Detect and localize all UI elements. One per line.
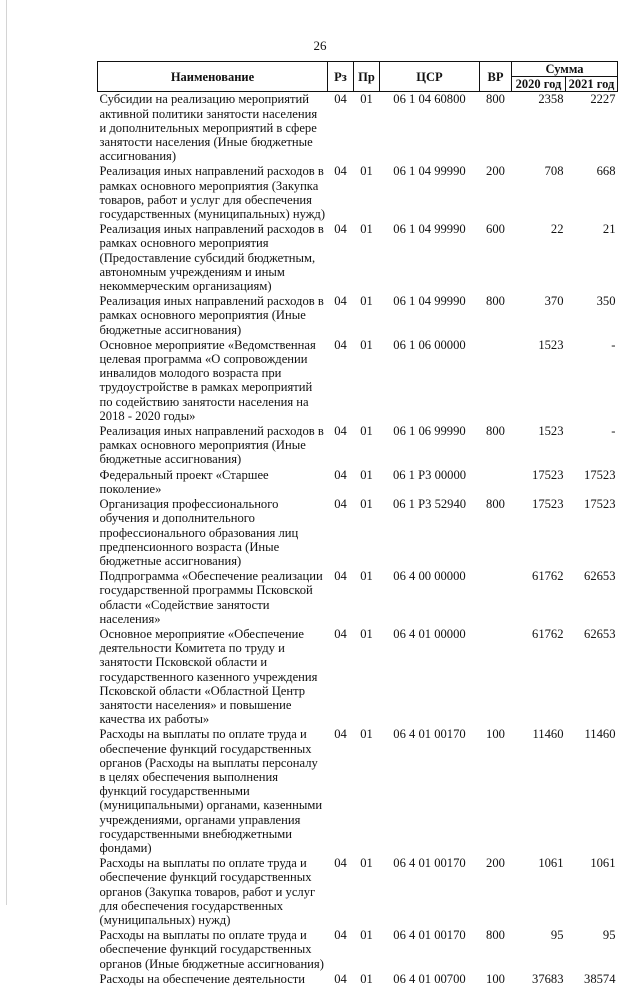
table-row [98, 856, 618, 928]
cell-y2020: 1523 [538, 337, 564, 352]
cell-name: Основное мероприятие «Обеспечение деятельности Комитета по труду и занятости Псковской области и государственного казенного учреждения Псковской области «Областной Центр занятости населения» и повышение качества их работы» [99, 626, 318, 727]
cell-csr: 06 1 06 00000 [393, 337, 466, 352]
cell-vr: 200 [486, 164, 505, 179]
header-csr: ЦСР [380, 62, 480, 92]
cell-y2021: 62653 [584, 569, 616, 584]
cell-name: Реализация иных направлений расходов в рамках основного мероприятия (Закупка товаров, работ и услуг для обеспечения государственных (муниципальных) нужд) [99, 164, 326, 222]
cell-rz: 04 [334, 971, 347, 986]
cell-name: Расходы на выплаты по оплате труда и обеспечение функций государственных органов (Иные бюджетные ассигнования) [99, 928, 324, 971]
header-year-2020: 2020 год [512, 77, 566, 92]
cell-vr: 100 [486, 971, 505, 986]
cell-rz: 04 [334, 424, 347, 439]
cell-csr: 06 4 00 00000 [393, 569, 466, 584]
cell-rz: 04 [334, 164, 347, 179]
cell-rz: 04 [334, 727, 347, 742]
cell-y2020: 1523 [538, 424, 564, 439]
cell-y2021: 17523 [584, 497, 616, 512]
table-row [98, 468, 618, 497]
cell-name: Расходы на выплаты по оплате труда и обеспечение функций государственных органов (Расходы на выплаты персоналу в целях обеспечения выполнения функций государственными (муниципальными) органами, казенными учреждениями, органами управления государственными внебюджетными фондами) [99, 727, 323, 855]
cell-csr: 06 4 01 00170 [393, 727, 466, 742]
table-row [98, 164, 618, 222]
cell-y2020: 2358 [538, 92, 564, 107]
cell-y2020: 370 [544, 294, 564, 309]
cell-rz: 04 [334, 497, 347, 512]
cell-csr: 06 1 04 99990 [393, 222, 466, 237]
cell-y2020: 95 [550, 928, 564, 943]
cell-y2021: 2227 [590, 92, 616, 107]
cell-y2021: 95 [602, 928, 616, 943]
cell-pr: 01 [360, 626, 373, 641]
cell-csr: 06 1 04 99990 [393, 164, 466, 179]
cell-y2021: 21 [602, 222, 616, 237]
cell-vr: 100 [486, 727, 505, 742]
cell-y2021: 62653 [584, 626, 616, 641]
cell-vr [480, 627, 512, 727]
table-row [98, 627, 618, 727]
cell-csr: 06 1 06 99990 [393, 424, 466, 439]
cell-y2020: 708 [544, 164, 564, 179]
table-row [98, 338, 618, 424]
table-row [98, 424, 618, 468]
cell-name: Реализация иных направлений расходов в рамках основного мероприятия (Предоставление субсидий бюджетным, автономным учреждениям и иным некоммерческим организациям) [99, 222, 324, 294]
cell-vr: 800 [486, 497, 505, 512]
cell-y2021: 17523 [584, 467, 616, 482]
cell-name: Расходы на обеспечение деятельности [99, 971, 306, 986]
cell-y2021: - [611, 424, 616, 439]
page-number: 26 [313, 38, 327, 53]
table-row [98, 222, 618, 294]
header-sum: Сумма [512, 62, 618, 77]
cell-csr: 06 4 01 00170 [393, 928, 466, 943]
cell-pr: 01 [360, 497, 373, 512]
table-body [98, 92, 618, 987]
cell-rz: 04 [334, 92, 347, 107]
cell-pr: 01 [360, 569, 373, 584]
cell-y2020: 61762 [532, 626, 564, 641]
cell-y2021: 1061 [590, 856, 616, 871]
table-row [98, 569, 618, 627]
cell-y2020: 17523 [532, 497, 564, 512]
cell-csr: 06 4 01 00000 [393, 626, 466, 641]
cell-y2021: 668 [596, 164, 616, 179]
header-rz: Рз [328, 62, 354, 92]
cell-y2021: - [611, 337, 616, 352]
cell-y2020: 17523 [532, 467, 564, 482]
cell-csr: 06 4 01 00170 [393, 856, 466, 871]
table-row [98, 727, 618, 856]
cell-pr: 01 [360, 727, 373, 742]
cell-pr: 01 [360, 424, 373, 439]
table-row [98, 294, 618, 338]
header-vr: ВР [480, 62, 512, 92]
cell-rz: 04 [334, 222, 347, 237]
header-pr: Пр [354, 62, 380, 92]
budget-table [97, 61, 618, 987]
cell-pr: 01 [360, 222, 373, 237]
table-row [98, 92, 618, 165]
cell-csr: 06 1 04 60800 [393, 92, 466, 107]
table-row [98, 972, 618, 987]
cell-name: Федеральный проект «Старшее поколение» [99, 467, 269, 496]
cell-vr: 800 [486, 294, 505, 309]
cell-name: Субсидии на реализацию мероприятий активной политики занятости населения и дополнительных мероприятий в сфере занятости населения (Иные бюджетные ассигнования) [99, 92, 318, 164]
cell-rz: 04 [334, 928, 347, 943]
cell-csr: 06 1 04 99990 [393, 294, 466, 309]
cell-rz: 04 [334, 856, 347, 871]
header-name: Наименование [98, 62, 328, 92]
cell-y2021: 350 [596, 294, 616, 309]
table-header [98, 62, 618, 92]
cell-pr: 01 [360, 294, 373, 309]
cell-rz: 04 [334, 467, 347, 482]
cell-vr: 800 [486, 424, 505, 439]
cell-csr: 06 1 P3 00000 [392, 467, 467, 482]
cell-rz: 04 [334, 337, 347, 352]
cell-y2021: 11460 [584, 727, 616, 742]
cell-pr: 01 [360, 467, 373, 482]
cell-csr: 06 1 P3 52940 [392, 497, 467, 512]
cell-vr: 800 [486, 92, 505, 107]
cell-pr: 01 [360, 337, 373, 352]
cell-vr: 800 [486, 928, 505, 943]
table-row [98, 928, 618, 972]
cell-vr: 200 [486, 856, 505, 871]
cell-rz: 04 [334, 569, 347, 584]
cell-name: Расходы на выплаты по оплате труда и обеспечение функций государственных органов (Закупка товаров, работ и услуг для обеспечения государственных (муниципальных) нужд) [99, 856, 316, 927]
cell-name: Подпрограмма «Обеспечение реализации государственной программы Псковской области «Содействие занятости населения» [99, 569, 323, 626]
cell-name: Реализация иных направлений расходов в рамках основного мероприятия (Иные бюджетные ассигнования) [99, 294, 324, 337]
cell-rz: 04 [334, 294, 347, 309]
cell-vr: 600 [486, 222, 505, 237]
cell-name: Основное мероприятие «Ведомственная целевая программа «О сопровождении инвалидов молодого возраста при трудоустройстве в рамках мероприятий по содействию занятости населения на 2018 - 2020 годы» [99, 337, 316, 423]
cell-vr [480, 468, 512, 497]
cell-vr [480, 338, 512, 424]
cell-name: Реализация иных направлений расходов в рамках основного мероприятия (Иные бюджетные ассигнования) [99, 424, 324, 467]
scan-edge-line [6, 0, 7, 905]
cell-pr: 01 [360, 971, 373, 986]
header-year-2021: 2021 год [566, 77, 618, 92]
cell-rz: 04 [334, 626, 347, 641]
cell-name: Организация профессионального обучения и дополнительного профессионального образования лиц предпенсионного возраста (Иные бюджетные ассигнования) [99, 497, 299, 568]
cell-csr: 06 4 01 00700 [393, 971, 466, 986]
table-row [98, 497, 618, 569]
cell-y2020: 37683 [532, 971, 564, 986]
cell-y2021: 38574 [584, 971, 616, 986]
cell-y2020: 11460 [532, 727, 564, 742]
cell-y2020: 22 [550, 222, 564, 237]
cell-pr: 01 [360, 856, 373, 871]
cell-y2020: 61762 [532, 569, 564, 584]
cell-pr: 01 [360, 92, 373, 107]
cell-pr: 01 [360, 164, 373, 179]
cell-pr: 01 [360, 928, 373, 943]
cell-y2020: 1061 [538, 856, 564, 871]
cell-vr [480, 569, 512, 627]
